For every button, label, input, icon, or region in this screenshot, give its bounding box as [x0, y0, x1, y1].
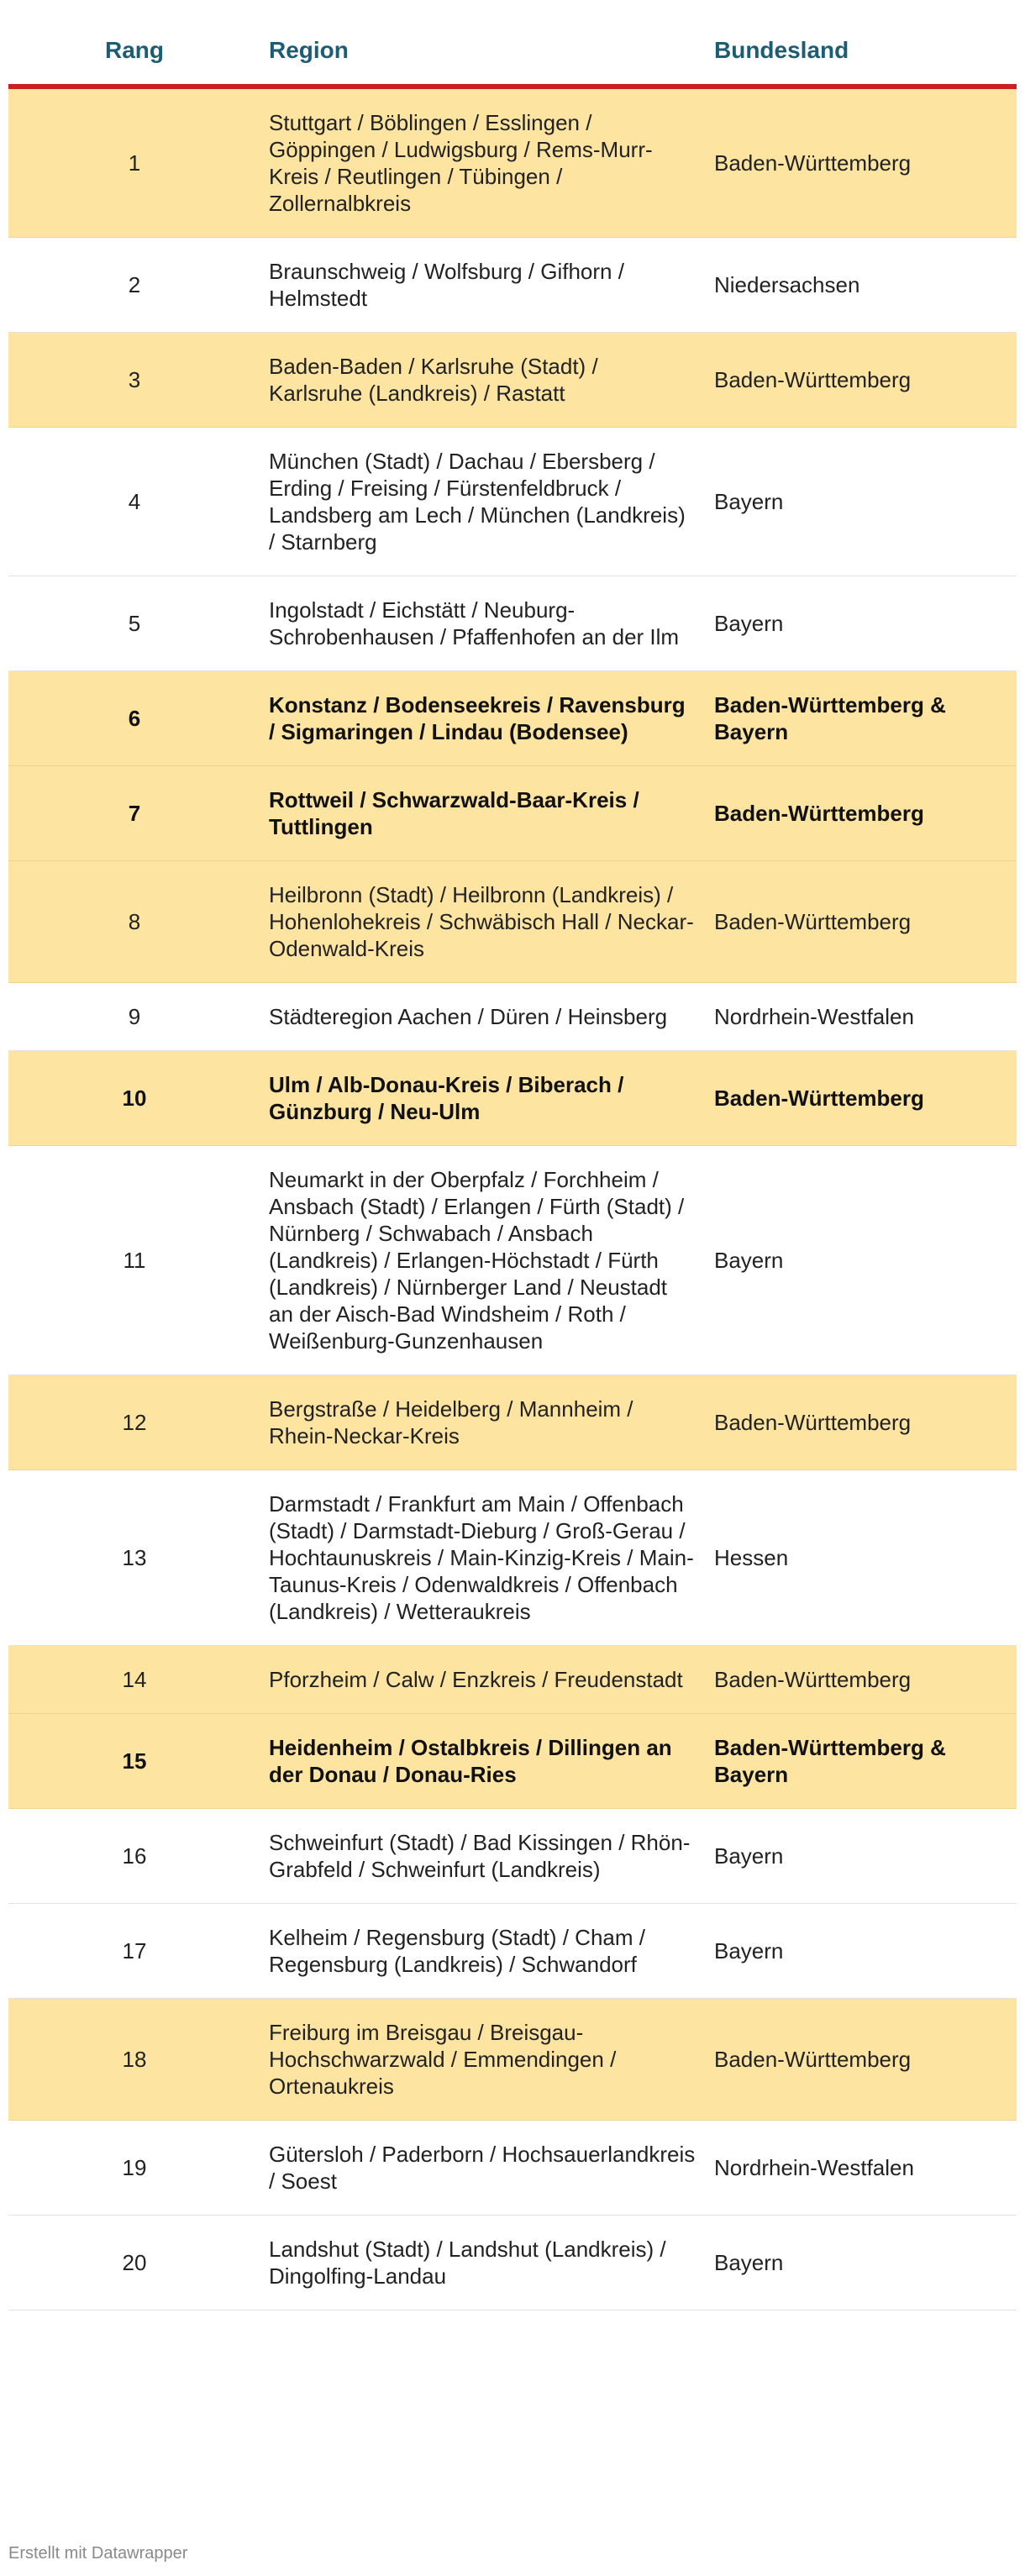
rank-cell: 6 [8, 671, 260, 766]
region-cell: Schweinfurt (Stadt) / Bad Kissingen / Rhön-Grabfeld / Schweinfurt (Landkreis) [260, 1809, 706, 1904]
table-row [8, 333, 1017, 428]
region-cell: Baden-Baden / Karlsruhe (Stadt) / Karlsruhe (Landkreis) / Rastatt [260, 333, 706, 428]
table-row [8, 983, 1017, 1051]
table-row [8, 861, 1017, 983]
region-cell: Darmstadt / Frankfurt am Main / Offenbach (Stadt) / Darmstadt-Dieburg / Groß-Gerau / Hochtaunuskreis / Main-Kinzig-Kreis / Main-Taunus-Kreis / Odenwaldkreis / Offenbach (Landkreis) / Wetteraukreis [260, 1470, 706, 1646]
table-row [8, 1375, 1017, 1470]
column-header-bundesland[interactable]: Bundesland [706, 17, 1017, 87]
bundesland-cell: Nordrhein-Westfalen [706, 983, 1017, 1051]
table-row [8, 87, 1017, 238]
rank-cell: 13 [8, 1470, 260, 1646]
bundesland-cell: Bayern [706, 428, 1017, 576]
region-cell: Pforzheim / Calw / Enzkreis / Freudenstadt [260, 1646, 706, 1714]
bundesland-cell: Bayern [706, 576, 1017, 671]
rank-cell: 10 [8, 1051, 260, 1146]
rank-cell: 20 [8, 2216, 260, 2311]
rank-cell: 1 [8, 87, 260, 238]
bundesland-cell: Bayern [706, 1809, 1017, 1904]
rank-cell: 17 [8, 1904, 260, 1999]
rank-cell: 5 [8, 576, 260, 671]
table-row [8, 2121, 1017, 2216]
table-row [8, 576, 1017, 671]
rank-cell: 3 [8, 333, 260, 428]
rank-cell: 12 [8, 1375, 260, 1470]
region-cell: Braunschweig / Wolfsburg / Gifhorn / Helmstedt [260, 238, 706, 333]
table-header [8, 17, 1017, 87]
rank-cell: 11 [8, 1146, 260, 1375]
bundesland-cell: Baden-Württemberg [706, 1646, 1017, 1714]
region-cell: Neumarkt in der Oberpfalz / Forchheim / Ansbach (Stadt) / Erlangen / Fürth (Stadt) / Nürnberg / Schwabach / Ansbach (Landkreis) / Erlangen-Höchstadt / Fürth (Landkreis) / Nürnberger Land / Neustadt an der Aisch-Bad Windsheim / Roth / Weißenburg-Gunzenhausen [260, 1146, 706, 1375]
table-row [8, 1999, 1017, 2121]
bundesland-cell: Hessen [706, 1470, 1017, 1646]
table-row [8, 1051, 1017, 1146]
header-row [8, 17, 1017, 87]
column-header-region[interactable]: Region [260, 17, 706, 87]
column-header-rang[interactable]: Rang [8, 17, 260, 87]
table-row [8, 671, 1017, 766]
bundesland-cell: Baden-Württemberg [706, 766, 1017, 861]
region-cell: Rottweil / Schwarzwald-Baar-Kreis / Tuttlingen [260, 766, 706, 861]
region-cell: Städteregion Aachen / Düren / Heinsberg [260, 983, 706, 1051]
ranking-table [8, 17, 1017, 2311]
region-cell: Stuttgart / Böblingen / Esslingen / Göppingen / Ludwigsburg / Rems-Murr-Kreis / Reutlingen / Tübingen / Zollernalbkreis [260, 87, 706, 238]
datawrapper-credit[interactable]: Erstellt mit Datawrapper [8, 2544, 188, 2563]
rank-cell: 8 [8, 861, 260, 983]
rank-cell: 2 [8, 238, 260, 333]
region-cell: Heilbronn (Stadt) / Heilbronn (Landkreis) / Hohenlohekreis / Schwäbisch Hall / Neckar-Odenwald-Kreis [260, 861, 706, 983]
rank-cell: 14 [8, 1646, 260, 1714]
rank-cell: 7 [8, 766, 260, 861]
bundesland-cell: Baden-Württemberg [706, 87, 1017, 238]
bundesland-cell: Baden-Württemberg [706, 1051, 1017, 1146]
table-body [8, 87, 1017, 2311]
bundesland-cell: Nordrhein-Westfalen [706, 2121, 1017, 2216]
region-cell: Ingolstadt / Eichstätt / Neuburg-Schrobenhausen / Pfaffenhofen an der Ilm [260, 576, 706, 671]
bundesland-cell: Baden-Württemberg & Bayern [706, 1714, 1017, 1809]
rank-cell: 9 [8, 983, 260, 1051]
rank-cell: 15 [8, 1714, 260, 1809]
bundesland-cell: Baden-Württemberg [706, 1375, 1017, 1470]
bundesland-cell: Baden-Württemberg [706, 1999, 1017, 2121]
table-row [8, 238, 1017, 333]
region-cell: Bergstraße / Heidelberg / Mannheim / Rhein-Neckar-Kreis [260, 1375, 706, 1470]
bundesland-cell: Bayern [706, 1904, 1017, 1999]
bundesland-cell: Baden-Württemberg [706, 333, 1017, 428]
region-cell: Gütersloh / Paderborn / Hochsauerlandkreis / Soest [260, 2121, 706, 2216]
table-row [8, 428, 1017, 576]
region-cell: Ulm / Alb-Donau-Kreis / Biberach / Günzburg / Neu-Ulm [260, 1051, 706, 1146]
table-row [8, 1904, 1017, 1999]
region-cell: Konstanz / Bodenseekreis / Ravensburg / Sigmaringen / Lindau (Bodensee) [260, 671, 706, 766]
region-cell: Kelheim / Regensburg (Stadt) / Cham / Regensburg (Landkreis) / Schwandorf [260, 1904, 706, 1999]
bundesland-cell: Niedersachsen [706, 238, 1017, 333]
rank-cell: 4 [8, 428, 260, 576]
region-cell: Heidenheim / Ostalbkreis / Dillingen an der Donau / Donau-Ries [260, 1714, 706, 1809]
table-row [8, 1470, 1017, 1646]
bundesland-cell: Bayern [706, 1146, 1017, 1375]
table-row [8, 2216, 1017, 2311]
region-cell: Landshut (Stadt) / Landshut (Landkreis) / Dingolfing-Landau [260, 2216, 706, 2311]
bundesland-cell: Baden-Württemberg & Bayern [706, 671, 1017, 766]
table-row [8, 766, 1017, 861]
rank-cell: 16 [8, 1809, 260, 1904]
table-row [8, 1646, 1017, 1714]
rank-cell: 19 [8, 2121, 260, 2216]
region-cell: München (Stadt) / Dachau / Ebersberg / Erding / Freising / Fürstenfeldbruck / Landsberg am Lech / München (Landkreis) / Starnberg [260, 428, 706, 576]
rank-cell: 18 [8, 1999, 260, 2121]
bundesland-cell: Bayern [706, 2216, 1017, 2311]
bundesland-cell: Baden-Württemberg [706, 861, 1017, 983]
table-row [8, 1809, 1017, 1904]
table-row [8, 1714, 1017, 1809]
region-cell: Freiburg im Breisgau / Breisgau-Hochschwarzwald / Emmendingen / Ortenaukreis [260, 1999, 706, 2121]
table-row [8, 1146, 1017, 1375]
